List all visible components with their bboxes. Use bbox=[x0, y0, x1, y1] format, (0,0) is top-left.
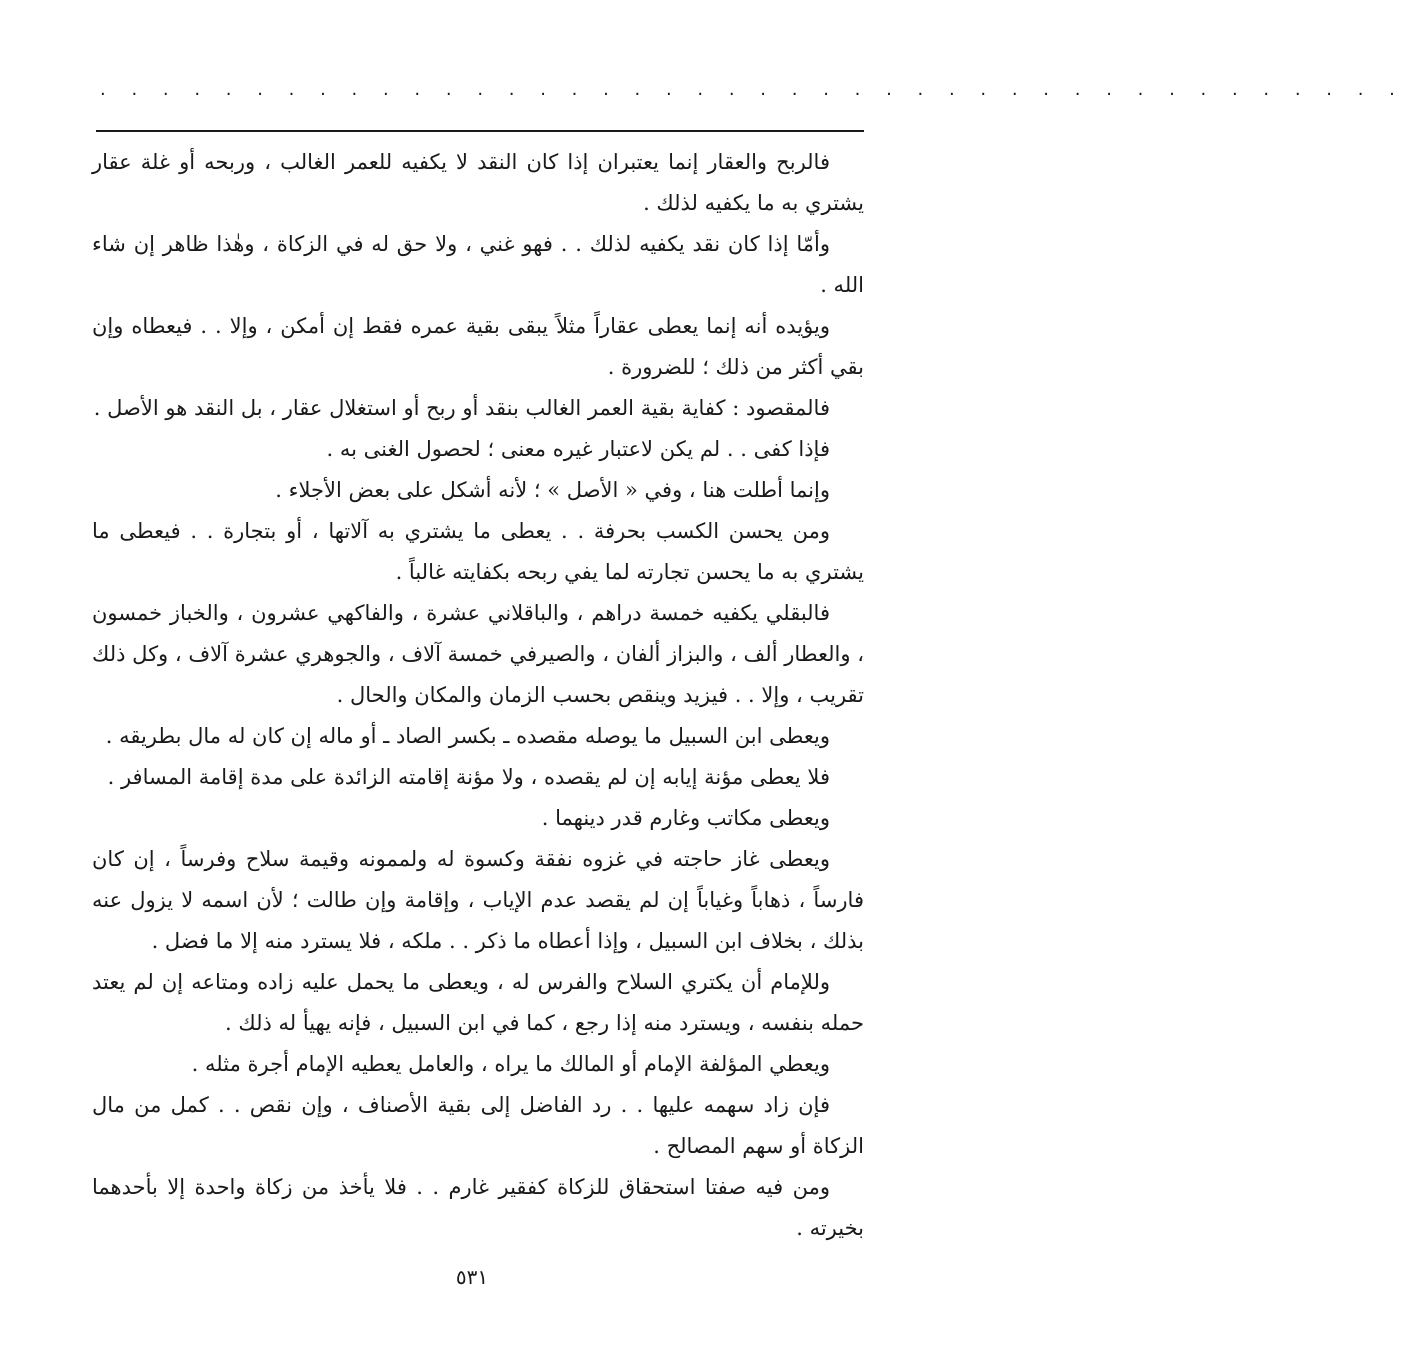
paragraph: فالربح والعقار إنما يعتبران إذا كان النقد لا يكفيه للعمر الغالب ، وربحه أو غلة عقار يشتري به ما يكفيه لذلك . bbox=[92, 150, 864, 215]
header-rule bbox=[96, 130, 864, 132]
paragraph: فالمقصود : كفاية بقية العمر الغالب بنقد أو ربح أو استغلال عقار ، بل النقد هو الأصل . bbox=[93, 396, 830, 420]
paragraph: وإنما أطلت هنا ، وفي « الأصل » ؛ لأنه أشكل على بعض الأجلاء . bbox=[275, 478, 830, 502]
paragraph: فالبقلي يكفيه خمسة دراهم ، والباقلاني عشرة ، والفاكهي عشرون ، والخباز خمسون ، والعطار ألف ، والبزاز ألفان ، والصيرفي خمسة آلاف ، والجوهري عشرة آلاف ، وكل ذلك تقريب ، وإلا . . فيزيد وينقص بحسب الزمان والمكان والحال . bbox=[92, 601, 864, 707]
paragraph: ويعطي المؤلفة الإمام أو المالك ما يراه ، والعامل يعطيه الإمام أجرة مثله . bbox=[191, 1052, 830, 1076]
paragraph: فإن زاد سهمه عليها . . رد الفاضل إلى بقية الأصناف ، وإن نقص . . كمل من مال الزكاة أو سهم المصالح . bbox=[92, 1093, 864, 1158]
paragraph: وأمّا إذا كان نقد يكفيه لذلك . . فهو غني ، ولا حق له في الزكاة ، وهٰذا ظاهر إن شاء الله . bbox=[92, 232, 864, 297]
paragraph: وللإمام أن يكتري السلاح والفرس له ، ويعطى ما يحمل عليه زاده ومتاعه إن لم يعتد حمله بنفسه ، ويسترد منه إذا رجع ، كما في ابن السبيل ، فإنه يهيأ له ذلك . bbox=[92, 970, 864, 1035]
paragraph: ويعطى غاز حاجته في غزوه نفقة وكسوة له ولممونه وقيمة سلاح وفرساً ، إن كان فارساً ، ذهاباً وغياباً إن لم يقصد عدم الإياب ، وإقامة وإن طالت ؛ لأن اسمه لا يزول عنه بذلك ، بخلاف ابن السبيل ، وإذا أعطاه ما ذكر . . ملكه ، فلا يسترد منه إلا ما فضل . bbox=[92, 847, 864, 953]
paragraph: ويؤيده أنه إنما يعطى عقاراً مثلاً يبقى بقية عمره فقط إن أمكن ، وإلا . . فيعطاه وإن بقي أكثر من ذلك ؛ للضرورة . bbox=[92, 314, 864, 379]
page-number: ٥٣١ bbox=[455, 1265, 489, 1289]
paragraph: فإذا كفى . . لم يكن لاعتبار غيره معنى ؛ لحصول الغنى به . bbox=[326, 437, 830, 461]
body-text bbox=[92, 142, 864, 1249]
paragraph: ومن يحسن الكسب بحرفة . . يعطى ما يشتري به آلاتها ، أو بتجارة . . فيعطى ما يشتري به ما يحسن تجارته لما يفي ربحه بكفايته غالباً . bbox=[92, 519, 864, 584]
paragraph: ويعطى ابن السبيل ما يوصله مقصده ـ بكسر الصاد ـ أو ماله إن كان له مال بطريقه . bbox=[105, 724, 830, 748]
paragraph: فلا يعطى مؤنة إيابه إن لم يقصده ، ولا مؤنة إقامته الزائدة على مدة إقامة المسافر . bbox=[107, 765, 830, 789]
paragraph: ومن فيه صفتا استحقاق للزكاة كفقير غارم . . فلا يأخذ من زكاة واحدة إلا بأحدهما بخيرته . bbox=[92, 1175, 864, 1240]
paragraph: ويعطى مكاتب وغارم قدر دينهما . bbox=[541, 806, 830, 830]
header-dotted-line: . . . . . . . . . . . . . . . . . . . . . . . . . . . . . . . . . . . . . . . . . . bbox=[100, 79, 1405, 100]
